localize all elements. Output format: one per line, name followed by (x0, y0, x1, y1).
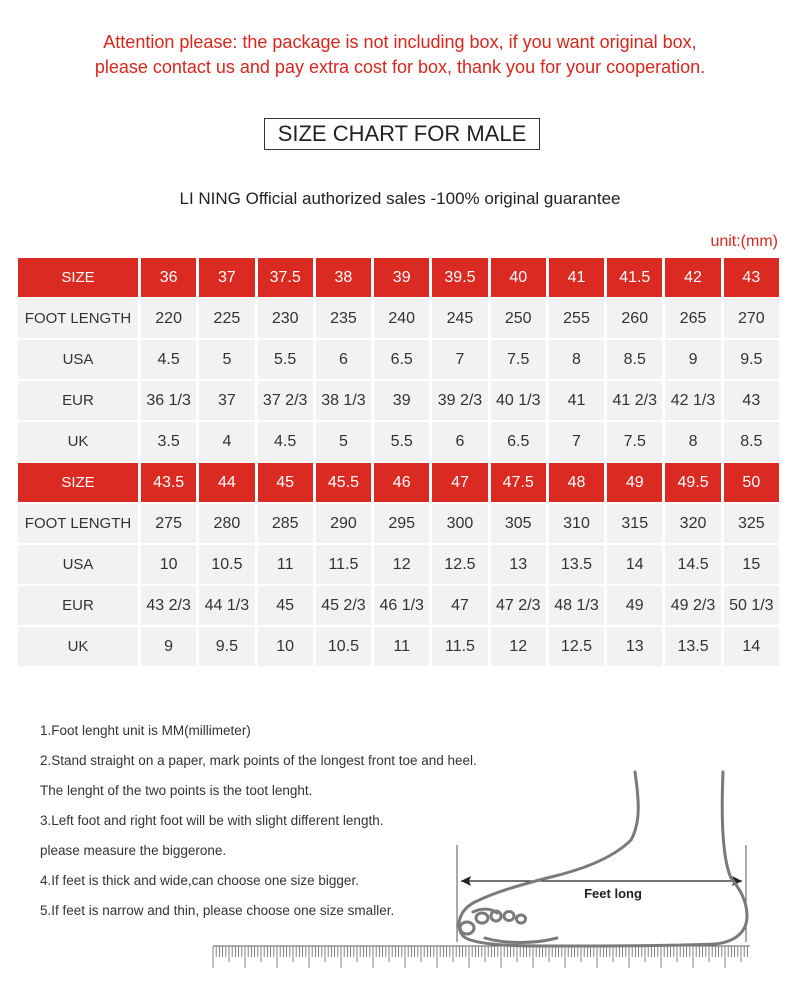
table-cell: 12 (491, 627, 546, 666)
ruler (213, 946, 750, 968)
table-cell: 7 (432, 340, 487, 379)
table-cell: 41.5 (607, 258, 662, 297)
table-cell: 44 (199, 463, 254, 502)
table-cell: 45 (258, 463, 313, 502)
table-cell: 9.5 (199, 627, 254, 666)
table-cell: 50 (724, 463, 779, 502)
table-row (18, 504, 779, 543)
table-cell: 320 (665, 504, 720, 543)
table-cell: 49 (607, 586, 662, 625)
note-line: 5.If feet is narrow and thin, please choose one size smaller. (40, 903, 395, 918)
table-row (18, 627, 779, 666)
table-cell: 9.5 (724, 340, 779, 379)
table-cell: 5 (316, 422, 371, 461)
table-cell: 235 (316, 299, 371, 338)
table-cell: 42 (665, 258, 720, 297)
foot-outline-icon (459, 772, 747, 946)
table-cell: 36 (141, 258, 196, 297)
table-cell: 43 (724, 258, 779, 297)
table-cell: 12 (374, 545, 429, 584)
table-cell: 45 (258, 586, 313, 625)
table-row (18, 340, 779, 379)
row-label: UK (18, 627, 138, 666)
table-cell: 220 (141, 299, 196, 338)
notice-line-1: Attention please: the package is not including box, if you want original box, (103, 32, 697, 52)
size-chart-table (15, 256, 782, 668)
table-cell: 38 1/3 (316, 381, 371, 420)
table-cell: 47 (432, 463, 487, 502)
table-cell: 37.5 (258, 258, 313, 297)
package-notice (0, 30, 800, 80)
table-cell: 13 (491, 545, 546, 584)
table-cell: 15 (724, 545, 779, 584)
table-cell: 10 (258, 627, 313, 666)
authorized-sales-subtitle: LI NING Official authorized sales -100% original guarantee (179, 189, 621, 208)
table-row (18, 381, 779, 420)
table-row (18, 545, 779, 584)
table-cell: 39 2/3 (432, 381, 487, 420)
table-cell: 12.5 (549, 627, 604, 666)
table-cell: 12.5 (432, 545, 487, 584)
table-cell: 48 1/3 (549, 586, 604, 625)
table-cell: 295 (374, 504, 429, 543)
table-cell: 41 2/3 (607, 381, 662, 420)
table-cell: 45 2/3 (316, 586, 371, 625)
table-cell: 230 (258, 299, 313, 338)
table-cell: 8 (549, 340, 604, 379)
table-cell: 40 1/3 (491, 381, 546, 420)
table-cell: 43.5 (141, 463, 196, 502)
table-cell: 49 2/3 (665, 586, 720, 625)
feet-long-arrow (461, 876, 742, 886)
table-cell: 42 1/3 (665, 381, 720, 420)
table-cell: 7.5 (491, 340, 546, 379)
row-label: SIZE (18, 463, 138, 502)
table-cell: 14.5 (665, 545, 720, 584)
table-cell: 7.5 (607, 422, 662, 461)
table-cell: 6 (316, 340, 371, 379)
table-cell: 305 (491, 504, 546, 543)
table-cell: 325 (724, 504, 779, 543)
note-line: The lenght of the two points is the toot lenght. (40, 783, 313, 798)
table-cell: 315 (607, 504, 662, 543)
table-cell: 4.5 (141, 340, 196, 379)
table-cell: 250 (491, 299, 546, 338)
table-cell: 265 (665, 299, 720, 338)
note-line: 3.Left foot and right foot will be with slight different length. (40, 813, 384, 828)
table-row (18, 586, 779, 625)
table-cell: 6.5 (374, 340, 429, 379)
table-cell: 13 (607, 627, 662, 666)
row-label: FOOT LENGTH (18, 299, 138, 338)
table-cell: 13.5 (665, 627, 720, 666)
row-label: FOOT LENGTH (18, 504, 138, 543)
table-cell: 48 (549, 463, 604, 502)
table-cell: 43 2/3 (141, 586, 196, 625)
table-cell: 11.5 (316, 545, 371, 584)
note-line: 4.If feet is thick and wide,can choose one size bigger. (40, 873, 359, 888)
table-cell: 5 (199, 340, 254, 379)
table-cell: 45.5 (316, 463, 371, 502)
table-cell: 240 (374, 299, 429, 338)
table-cell: 37 (199, 258, 254, 297)
table-cell: 13.5 (549, 545, 604, 584)
table-cell: 300 (432, 504, 487, 543)
table-cell: 290 (316, 504, 371, 543)
table-cell: 14 (724, 627, 779, 666)
note-line: please measure the biggerone. (40, 843, 227, 858)
table-cell: 260 (607, 299, 662, 338)
table-cell: 3.5 (141, 422, 196, 461)
table-cell: 37 (199, 381, 254, 420)
table-cell: 41 (549, 381, 604, 420)
table-cell: 39 (374, 381, 429, 420)
row-label: UK (18, 422, 138, 461)
table-cell: 6.5 (491, 422, 546, 461)
table-cell: 49.5 (665, 463, 720, 502)
table-cell: 47 (432, 586, 487, 625)
row-label: USA (18, 340, 138, 379)
table-cell: 310 (549, 504, 604, 543)
table-cell: 46 (374, 463, 429, 502)
table-cell: 5.5 (374, 422, 429, 461)
row-label: SIZE (18, 258, 138, 297)
table-row (18, 299, 779, 338)
table-cell: 9 (665, 340, 720, 379)
table-row (18, 422, 779, 461)
table-cell: 10 (141, 545, 196, 584)
table-cell: 4 (199, 422, 254, 461)
foot-measurement-diagram (205, 760, 765, 980)
table-cell: 280 (199, 504, 254, 543)
table-cell: 39 (374, 258, 429, 297)
table-cell: 14 (607, 545, 662, 584)
table-cell: 245 (432, 299, 487, 338)
table-cell: 10.5 (199, 545, 254, 584)
table-cell: 47 2/3 (491, 586, 546, 625)
table-cell: 47.5 (491, 463, 546, 502)
table-cell: 8 (665, 422, 720, 461)
row-label: EUR (18, 381, 138, 420)
table-cell: 5.5 (258, 340, 313, 379)
table-cell: 8.5 (724, 422, 779, 461)
table-cell: 50 1/3 (724, 586, 779, 625)
table-cell: 37 2/3 (258, 381, 313, 420)
table-cell: 36 1/3 (141, 381, 196, 420)
table-cell: 270 (724, 299, 779, 338)
table-row (18, 463, 779, 502)
unit-label: unit:(mm) (710, 233, 778, 250)
table-cell: 41 (549, 258, 604, 297)
note-line: 2.Stand straight on a paper, mark points of the longest front toe and heel. (40, 753, 477, 768)
table-cell: 4.5 (258, 422, 313, 461)
page-title: SIZE CHART FOR MALE (264, 118, 540, 150)
notice-line-2: please contact us and pay extra cost for box, thank you for your cooperation. (94, 57, 706, 77)
table-cell: 10.5 (316, 627, 371, 666)
table-cell: 285 (258, 504, 313, 543)
table-cell: 11.5 (432, 627, 487, 666)
feet-long-label: Feet long (584, 886, 642, 901)
row-label: EUR (18, 586, 138, 625)
table-cell: 225 (199, 299, 254, 338)
table-cell: 7 (549, 422, 604, 461)
row-label: USA (18, 545, 138, 584)
table-cell: 43 (724, 381, 779, 420)
table-cell: 9 (141, 627, 196, 666)
table-cell: 8.5 (607, 340, 662, 379)
note-line: 1.Foot lenght unit is MM(millimeter) (40, 723, 251, 738)
table-cell: 40 (491, 258, 546, 297)
table-cell: 39.5 (432, 258, 487, 297)
table-row (18, 258, 779, 297)
table-cell: 44 1/3 (199, 586, 254, 625)
table-cell: 46 1/3 (374, 586, 429, 625)
table-cell: 275 (141, 504, 196, 543)
table-cell: 6 (432, 422, 487, 461)
table-cell: 11 (374, 627, 429, 666)
table-cell: 11 (258, 545, 313, 584)
table-cell: 49 (607, 463, 662, 502)
table-cell: 255 (549, 299, 604, 338)
table-cell: 38 (316, 258, 371, 297)
